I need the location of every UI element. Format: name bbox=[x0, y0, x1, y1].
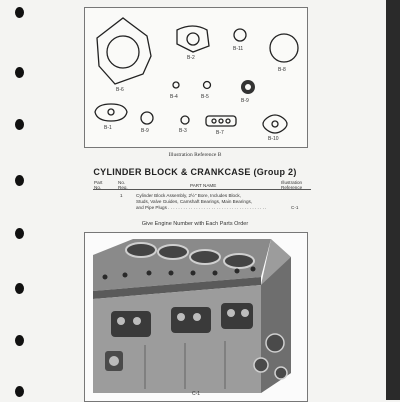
row-name-line: Cylinder Block Assembly, 2½" Bore, Includes Block, bbox=[136, 193, 241, 198]
part-label: B-2 bbox=[187, 55, 195, 61]
part-label: B-10 bbox=[268, 136, 279, 142]
engine-block-drawing bbox=[85, 233, 307, 401]
header-rule bbox=[93, 189, 311, 190]
gasket-b8 bbox=[270, 34, 298, 62]
binder-hole bbox=[15, 283, 24, 294]
part-label: B-4 bbox=[170, 94, 178, 100]
row-req: 1 bbox=[120, 193, 123, 198]
binder-hole bbox=[15, 119, 24, 130]
part-label: B-11 bbox=[233, 46, 244, 52]
gasket-b2 bbox=[177, 26, 209, 52]
binder-hole bbox=[15, 335, 24, 346]
col-no-req: No. Req. bbox=[118, 180, 128, 190]
part-label: B-5 bbox=[201, 94, 209, 100]
part-label: B-7 bbox=[216, 130, 224, 136]
row-ref: C-1 bbox=[291, 205, 299, 210]
illustration-caption: Illustration Reference B bbox=[168, 152, 222, 158]
row-name-line: and Pipe Plugs . . . . . . . . . . . . . . . . . . . . . . . . . . . . . . . . . . . . . . . bbox=[136, 205, 267, 210]
order-note: Give Engine Number with Each Parts Order bbox=[141, 221, 249, 227]
part-label: B-1 bbox=[104, 125, 112, 131]
gasket-b6 bbox=[97, 18, 151, 84]
part-label: B-8 bbox=[278, 67, 286, 73]
gasket-b11 bbox=[234, 29, 246, 41]
binder-hole bbox=[15, 7, 24, 18]
gasket-b1 bbox=[95, 104, 127, 121]
row-name-line: Studs, Valve Guides, Camshaft Bearings, Main Bearings, bbox=[136, 199, 253, 204]
binder-edge bbox=[386, 0, 400, 400]
gasket-b10 bbox=[263, 115, 287, 133]
gasket-b5 bbox=[204, 82, 211, 89]
gasket-drawings bbox=[85, 8, 307, 147]
gasket-b4 bbox=[173, 82, 179, 88]
binder-hole bbox=[15, 67, 24, 78]
col-part-no: Part No. bbox=[94, 180, 103, 190]
part-label: B-9 bbox=[141, 128, 149, 134]
photo-label: C-1 bbox=[191, 391, 201, 397]
col-part-name: PART NAME bbox=[190, 183, 217, 188]
part-label: B-9 bbox=[241, 98, 249, 104]
section-title: CYLINDER BLOCK & CRANKCASE (Group 2) bbox=[93, 167, 297, 177]
binder-hole bbox=[15, 386, 24, 397]
part-label: B-3 bbox=[179, 128, 187, 134]
binder-hole bbox=[15, 228, 24, 239]
gasket-illustration bbox=[84, 7, 308, 148]
gasket-b9 bbox=[141, 112, 153, 124]
engine-block-photo bbox=[84, 232, 308, 402]
col-ill-ref: Illustration Reference bbox=[281, 180, 303, 190]
gasket-b6-opening bbox=[107, 36, 139, 68]
gasket-b7 bbox=[206, 116, 236, 126]
gasket-b3 bbox=[181, 116, 189, 124]
part-label: B-6 bbox=[116, 87, 124, 93]
